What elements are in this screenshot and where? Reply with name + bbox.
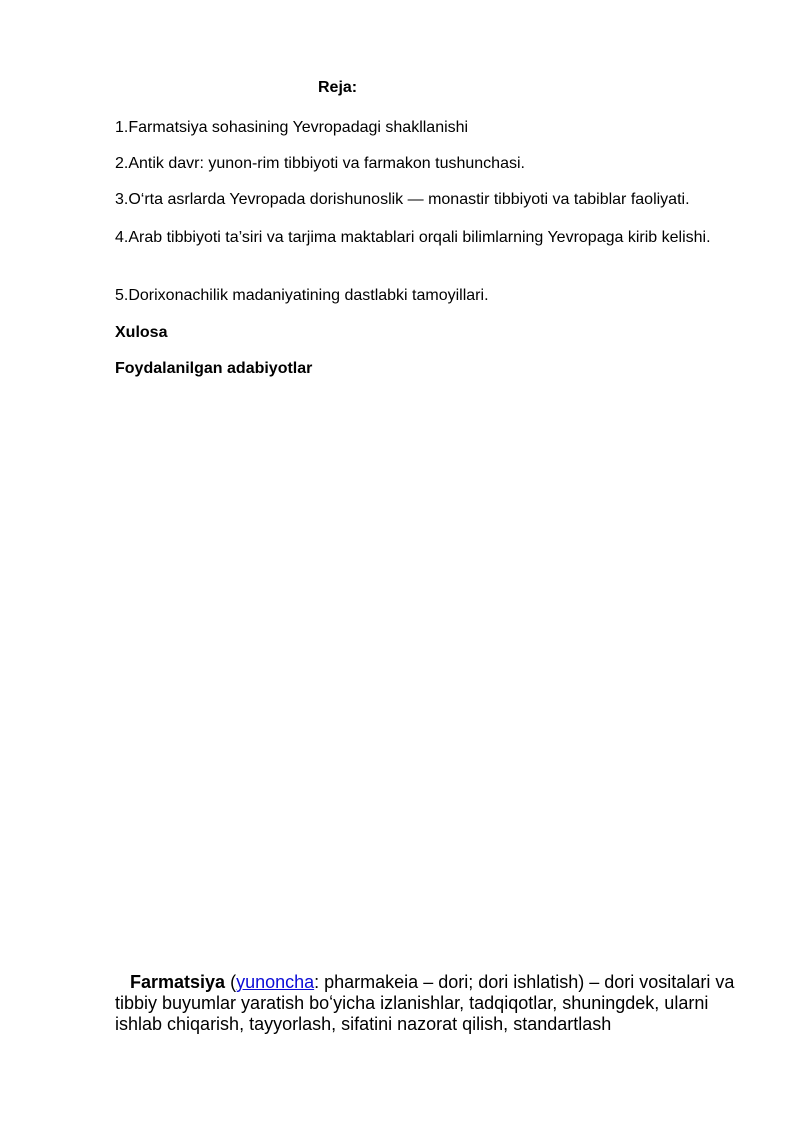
conclusion-heading: Xulosa [115,324,168,341]
plan-title: Reja: [318,79,358,96]
plan-item-4: 4.Arab tibbiyoti ta’siri va tarjima maktablari orqali bilimlarning Yevropaga kirib kelishi. [115,229,711,246]
term-bold: Farmatsiya [130,972,226,992]
body-paragraph [115,972,745,1035]
plan-item-1: 1.Farmatsiya sohasining Yevropadagi shakllanishi [115,119,469,136]
plan-item-2: 2.Antik davr: yunon-rim tibbiyoti va farmakon tushunchasi. [115,155,525,172]
open-paren: ( [225,972,237,992]
plan-item-3: 3.O‘rta asrlarda Yevropada dorishunoslik — monastir tibbiyoti va tabiblar faoliyati. [115,191,690,208]
body-rest: : pharmakeia – dori; dori ishlatish) – dori vositalari va tibbiy buyumlar yaratish boʻyicha izlanishlar, tadqiqotlar, shuningdek, ularni ishlab chiqarish, tayyorlash, sifatini nazorat qilish, standartlash [115,972,735,1034]
references-heading: Foydalanilgan adabiyotlar [115,360,313,377]
plan-item-5: 5.Dorixonachilik madaniyatining dastlabki tamoyillari. [115,287,489,304]
yunoncha-link[interactable]: yunoncha [236,972,315,992]
